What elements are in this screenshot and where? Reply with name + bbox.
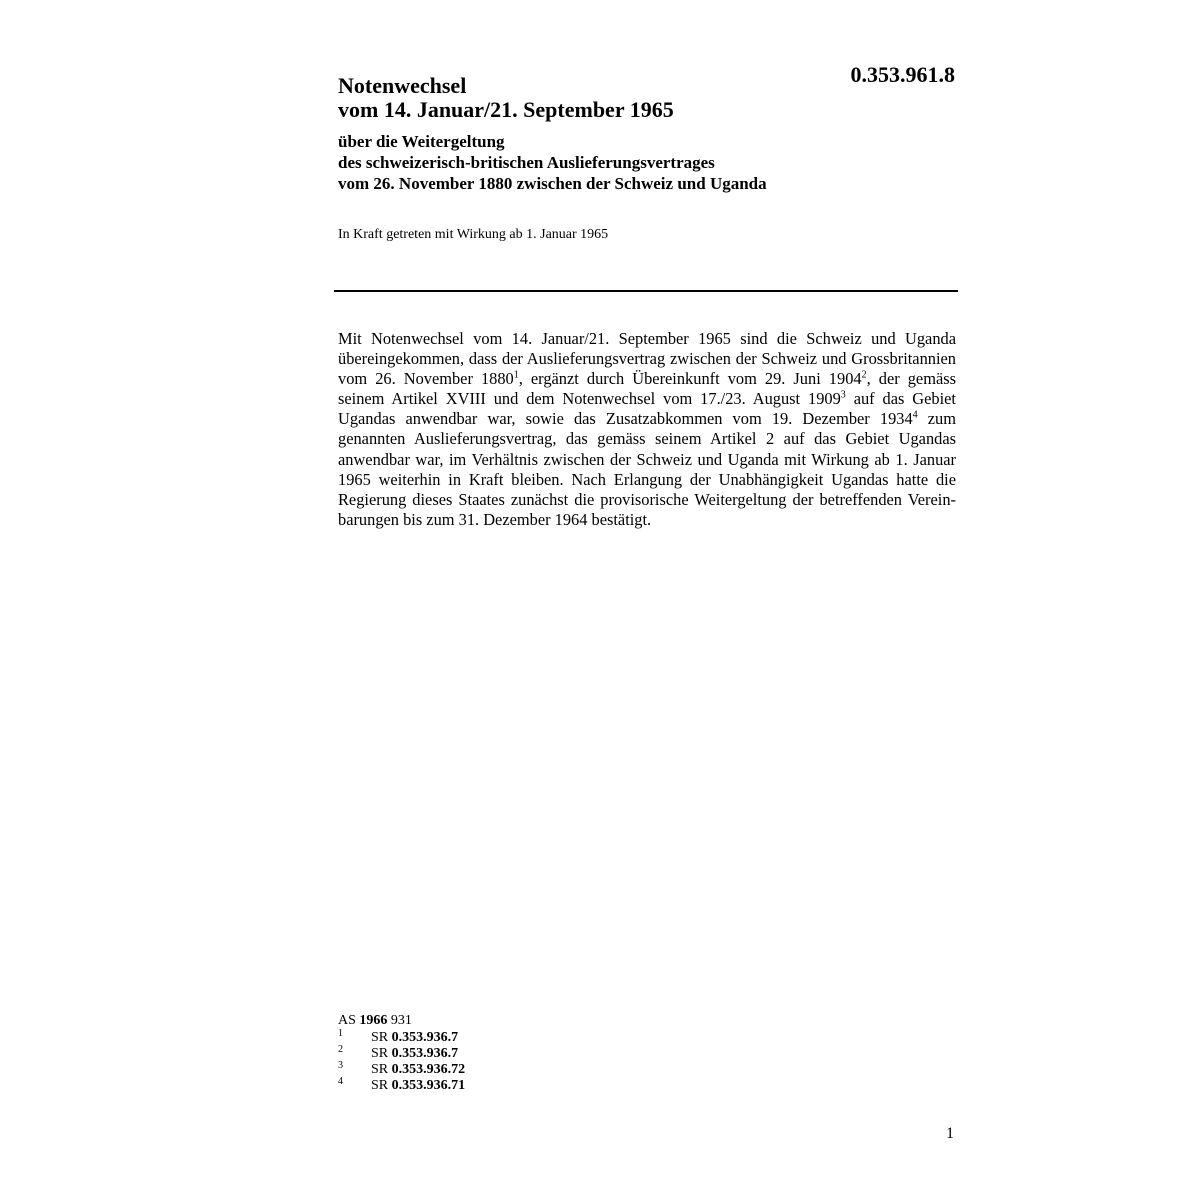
footnotes-section [338,1012,738,1094]
footnote-prefix: SR [371,1030,389,1045]
footnote-item [338,1078,738,1094]
body-text-segment: Mit Notenwechsel vom 14. Januar/21. September 1965 sind die Schweiz und Uganda übereingekommen, dass der Auslieferungsvertrag zwischen der Schweiz und Grossbritannien vom 26. November 1880 [338,329,956,389]
as-reference [338,1012,738,1030]
subtitle-line: vom 26. November 1880 zwischen der Schweiz und Uganda [338,174,767,193]
footnote-text [371,1078,465,1094]
footnote-number: 2 [338,1044,343,1055]
title-line: Notenwechsel [338,73,467,98]
footnote-prefix: SR [371,1062,389,1077]
subtitle-line: über die Weitergeltung [338,132,505,151]
footnote-text [371,1062,465,1078]
footnote-number: 1 [338,1028,343,1039]
footnote-ref[interactable]: 1 [513,369,519,381]
body-text-segment: , ergänzt durch Übereinkunft vom 29. Juni 1904 [518,369,862,389]
footnote-item [338,1062,738,1078]
footnote-prefix: SR [371,1046,389,1061]
footnote-number: 3 [338,1060,343,1071]
subtitle-line: des schweizerisch-britischen Auslieferungsvertrages [338,153,715,172]
footnote-ref[interactable]: 2 [861,369,867,381]
document-subtitle [338,131,958,194]
footnote-ref[interactable]: 4 [912,409,918,421]
footnote-text [371,1030,458,1046]
footnote-item [338,1030,738,1046]
as-year: 1966 [359,1013,388,1028]
body-paragraph [338,329,956,530]
body-text-segment: , der gemäss seinem Artikel XVIII und dem Notenwechsel vom 17./23. August 1909 [338,369,956,409]
document-title [338,74,898,122]
footnote-sr-link[interactable]: 0.353.936.7 [391,1046,459,1061]
footnote-number: 4 [338,1076,343,1087]
header-divider [334,290,958,292]
body-text-segment: zum genannten Auslieferungsvertrag, das gemäss seinem Artikel 2 auf das Gebiet Ugandas anwendbar war, im Verhältnis zwischen der Schweiz und Uganda mit Wirkung ab 1. Januar 1965 weiterhin in Kraft bleiben. Nach Erlangung der Unabhängigkeit Ugandas hatte die Regierung dieses Staates zunächst die provisorische Weitergeltung der betreffenden Vereinbarungen bis zum 31. Dezember 1964 bestätigt. [338,409,956,529]
as-page: 931 [390,1013,412,1028]
title-line: vom 14. Januar/21. September 1965 [338,97,674,122]
footnote-sr-link[interactable]: 0.353.936.72 [391,1062,466,1077]
footnote-sr-link[interactable]: 0.353.936.7 [391,1030,459,1045]
footnote-sr-link[interactable]: 0.353.936.71 [391,1078,466,1093]
as-prefix: AS [338,1013,356,1028]
sr-number: 0.353.961.8 [850,62,955,87]
in-kraft-note: In Kraft getreten mit Wirkung ab 1. Januar 1965 [338,227,609,242]
footnote-prefix: SR [371,1078,389,1093]
body-text-segment: auf das Gebiet Ugandas anwendbar war, sowie das Zusatzabkommen vom 19. Dezember 1934 [338,389,956,429]
page-number: 1 [946,1125,954,1142]
footnote-ref[interactable]: 3 [840,389,846,401]
footnote-text [371,1046,458,1062]
footnote-item [338,1046,738,1062]
